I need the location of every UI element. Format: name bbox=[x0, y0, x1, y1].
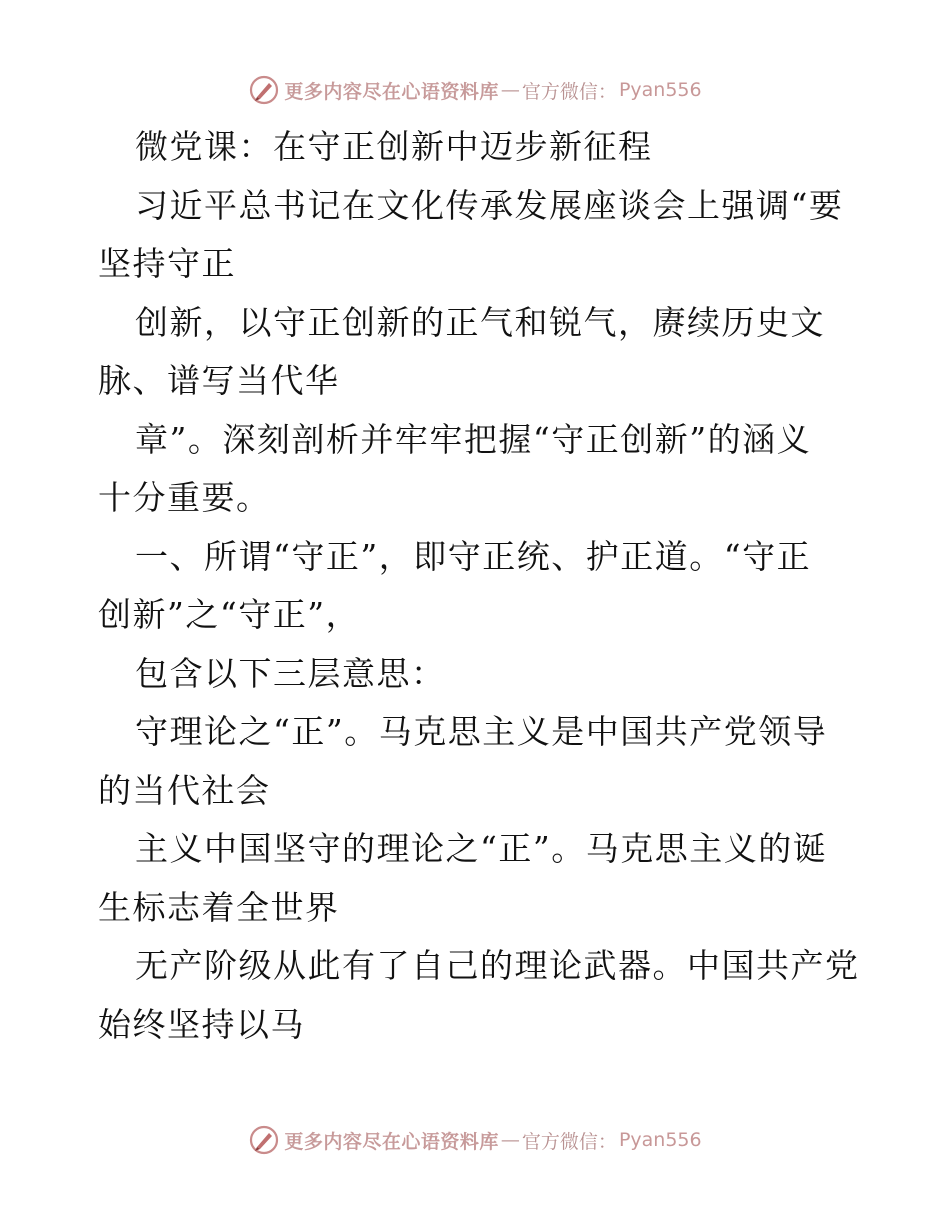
watermark-label: 官方微信： bbox=[521, 1130, 617, 1153]
paragraph-line: 坚持守正 bbox=[98, 244, 236, 283]
watermark-text: 更多内容尽在心语资料库 bbox=[284, 1130, 499, 1153]
document-title: 微党课：在守正创新中迈步新征程 bbox=[135, 127, 653, 166]
paragraph-line: 守理论之“正”。马克思主义是中国共产党领导 bbox=[135, 712, 828, 751]
paragraph-line: 的当代社会 bbox=[98, 770, 271, 810]
paragraph-line: 十分重要。 bbox=[98, 478, 271, 517]
watermark-dash: — bbox=[500, 1129, 520, 1151]
paragraph-line: 章”。深刻剖析并牢牢把握“守正创新”的涵义 bbox=[135, 419, 812, 459]
pen-logo-icon bbox=[248, 1124, 280, 1156]
paragraph-line: 脉、谱写当代华 bbox=[98, 361, 340, 400]
section-heading: 一、所谓“守正”，即守正统、护正道。“守正 bbox=[135, 536, 812, 576]
document-body bbox=[98, 118, 860, 1054]
paragraph-line: 包含以下三层意思： bbox=[135, 653, 446, 693]
footer-watermark bbox=[0, 1120, 950, 1160]
watermark-account: Pyan556 bbox=[618, 79, 702, 101]
watermark-dash: — bbox=[500, 79, 520, 101]
watermark-text: 更多内容尽在心语资料库 bbox=[284, 80, 499, 103]
header-watermark bbox=[0, 70, 950, 110]
paragraph-line: 生标志着全世界 bbox=[98, 887, 340, 927]
paragraph-line: 无产阶级从此有了自己的理论武器。中国共产党 bbox=[135, 946, 860, 985]
watermark-label: 官方微信： bbox=[521, 80, 617, 103]
paragraph-line: 创新”之“守正”， bbox=[98, 595, 361, 634]
paragraph-line: 创新，以守正创新的正气和锐气，赓续历史文 bbox=[135, 302, 825, 342]
watermark-account: Pyan556 bbox=[618, 1129, 702, 1151]
pen-logo-icon bbox=[248, 74, 280, 106]
paragraph-line: 始终坚持以马 bbox=[98, 1004, 305, 1044]
paragraph-line: 习近平总书记在文化传承发展座谈会上强调“要 bbox=[135, 185, 844, 225]
paragraph-line: 主义中国坚守的理论之“正”。马克思主义的诞 bbox=[135, 829, 828, 868]
